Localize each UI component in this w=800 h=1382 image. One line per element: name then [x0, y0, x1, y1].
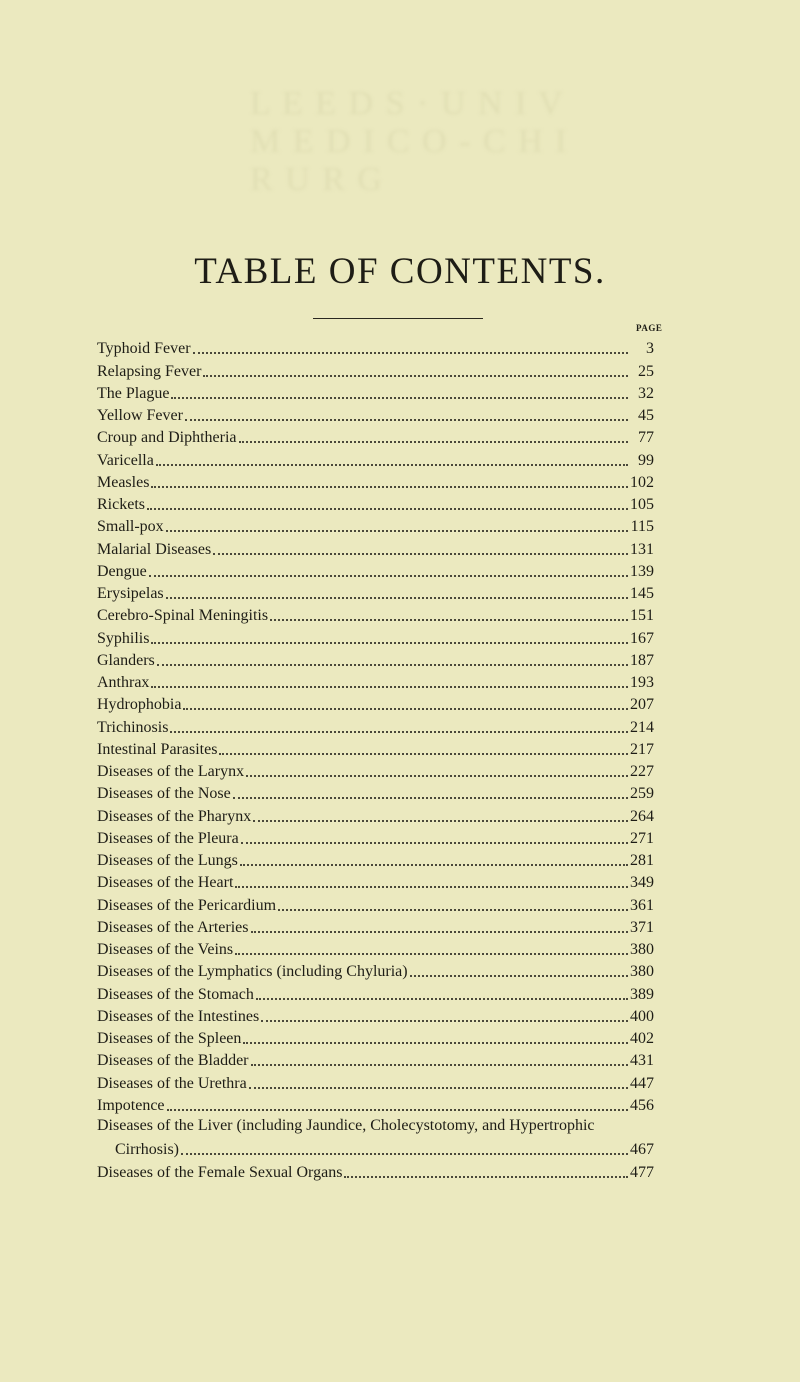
toc-entry-label: Diseases of the Intestines — [97, 1007, 260, 1025]
table-of-contents — [97, 336, 654, 1182]
dot-leader — [156, 463, 628, 466]
toc-entry-page: 227 — [630, 763, 654, 780]
dot-leader — [344, 1175, 628, 1178]
toc-entry-page: 402 — [630, 1030, 654, 1047]
dot-leader — [170, 730, 628, 733]
dot-leader — [157, 663, 628, 666]
toc-entry-label: Diseases of the Pericardium — [97, 896, 277, 914]
toc-entry-page: 217 — [630, 740, 654, 758]
toc-entry-label: Diseases of the Spleen — [97, 1030, 242, 1047]
dot-leader — [410, 974, 628, 977]
toc-entry[interactable] — [97, 648, 654, 670]
toc-entry[interactable] — [97, 425, 654, 447]
dot-leader — [278, 908, 628, 911]
dot-leader — [270, 618, 628, 621]
toc-entry-page: 187 — [630, 651, 654, 669]
toc-entry[interactable] — [97, 381, 654, 403]
dot-leader — [219, 752, 628, 755]
toc-entry-label-line1: Diseases of the Liver (including Jaundice, Cholecystotomy, and Hypertrophic — [97, 1116, 595, 1134]
toc-entry-label: Relapsing Fever — [97, 362, 202, 380]
toc-entry[interactable] — [97, 514, 654, 536]
dot-leader — [243, 1041, 628, 1044]
toc-entry[interactable] — [97, 336, 654, 358]
dot-leader — [256, 997, 628, 1000]
toc-entry-page: 447 — [630, 1074, 654, 1092]
toc-entry-label: Hydrophobia — [97, 696, 182, 714]
dot-leader — [185, 418, 628, 421]
toc-entry[interactable] — [97, 826, 654, 848]
toc-entry[interactable] — [97, 559, 654, 581]
toc-entry[interactable] — [97, 981, 654, 1003]
toc-entry-label: Diseases of the Lymphatics (including Chyluria) — [97, 963, 408, 981]
toc-entry[interactable] — [97, 358, 654, 380]
toc-entry-liver[interactable] — [97, 1115, 654, 1160]
toc-entry-label: Diseases of the Urethra — [97, 1074, 247, 1092]
toc-entry-page: 131 — [630, 540, 654, 558]
toc-entry-page: 456 — [630, 1096, 654, 1114]
toc-entry-page: 105 — [630, 496, 654, 513]
toc-entry-female-sexual-organs[interactable] — [97, 1159, 654, 1181]
toc-entry-label: Diseases of the Bladder — [97, 1052, 249, 1070]
dot-leader — [240, 863, 628, 866]
toc-entry-label: Intestinal Parasites — [97, 740, 218, 758]
dot-leader — [151, 485, 628, 488]
dot-leader — [166, 596, 628, 599]
toc-entry-label: Measles — [97, 473, 150, 491]
toc-entry[interactable] — [97, 937, 654, 959]
dot-leader — [203, 374, 628, 377]
dot-leader — [183, 707, 628, 710]
toc-entry[interactable] — [97, 403, 654, 425]
toc-entry-label: Cerebro-Spinal Meningitis — [97, 607, 269, 625]
toc-entry[interactable] — [97, 1093, 654, 1115]
toc-entry[interactable] — [97, 447, 654, 469]
toc-entry-label: Trichinosis — [97, 718, 169, 736]
toc-entry-label: Diseases of the Nose — [97, 785, 231, 803]
toc-entry-label: Diseases of the Veins — [97, 941, 234, 958]
toc-entry-label-line2: Cirrhosis) — [115, 1141, 179, 1159]
dot-leader — [193, 351, 628, 354]
toc-entry-page: 259 — [630, 785, 654, 803]
toc-entry[interactable] — [97, 848, 654, 870]
toc-entry-page: 400 — [630, 1007, 654, 1025]
toc-entry-label: The Plague — [97, 384, 170, 402]
dot-leader — [151, 685, 628, 688]
dot-leader — [233, 796, 628, 799]
toc-entry-page: 102 — [630, 473, 654, 491]
toc-entry-label: Erysipelas — [97, 585, 164, 602]
toc-entry-label: Yellow Fever — [97, 407, 183, 424]
toc-entry-page: 349 — [630, 874, 654, 892]
toc-entry[interactable] — [97, 670, 654, 692]
toc-entry-page: 361 — [630, 896, 654, 914]
toc-entry[interactable] — [97, 1048, 654, 1070]
toc-entry[interactable] — [97, 1004, 654, 1026]
toc-entry[interactable] — [97, 915, 654, 937]
toc-entry-page: 214 — [630, 718, 654, 736]
toc-entry-page: 32 — [638, 384, 654, 402]
toc-entry-label: Diseases of the Larynx — [97, 763, 245, 780]
dot-leader — [171, 396, 628, 399]
toc-entry-label: Impotence — [97, 1096, 165, 1114]
toc-entry-label: Typhoid Fever — [97, 340, 191, 358]
toc-entry[interactable] — [97, 581, 654, 603]
toc-entry-page: 264 — [630, 807, 654, 825]
toc-entry-label: Malarial Diseases — [97, 540, 212, 558]
toc-entry-page: 3 — [646, 340, 654, 358]
toc-entry[interactable] — [97, 892, 654, 914]
dot-leader — [166, 529, 628, 532]
toc-entry-label: Diseases of the Stomach — [97, 985, 254, 1003]
dot-leader — [251, 1063, 628, 1066]
dot-leader — [253, 819, 628, 822]
toc-entry[interactable] — [97, 714, 654, 736]
toc-entry-page: 167 — [630, 629, 654, 647]
toc-entry-page: 115 — [630, 518, 654, 536]
toc-entry-page: 25 — [638, 362, 654, 380]
toc-entry-page: 281 — [630, 852, 654, 869]
toc-entry[interactable] — [97, 803, 654, 825]
toc-entry[interactable] — [97, 1070, 654, 1092]
dot-leader — [151, 641, 628, 644]
page-column-heading: PAGE — [636, 323, 663, 333]
toc-entry-label: Diseases of the Heart — [97, 874, 234, 892]
toc-entry[interactable] — [97, 492, 654, 514]
dot-leader — [239, 440, 628, 443]
toc-entry-label: Small-pox — [97, 518, 164, 536]
toc-entry-page: 45 — [638, 407, 654, 424]
toc-entry-label: Croup and Diphtheria — [97, 429, 237, 447]
show-through-text: L E E D S · U N I V M E D I C O - C H I R U R G — [250, 85, 569, 198]
toc-entry-page: 477 — [630, 1163, 654, 1181]
dot-leader — [147, 507, 628, 510]
toc-entry-label: Glanders — [97, 651, 155, 669]
dot-leader — [249, 1086, 628, 1089]
toc-entry-label: Dengue — [97, 562, 147, 580]
toc-entry-label: Anthrax — [97, 674, 150, 691]
toc-entry-label: Diseases of the Pleura — [97, 829, 239, 847]
toc-entry[interactable] — [97, 536, 654, 558]
toc-entry-page: 380 — [630, 941, 654, 958]
dot-leader — [241, 841, 628, 844]
toc-entry-label: Diseases of the Pharynx — [97, 807, 252, 825]
toc-entry[interactable] — [97, 737, 654, 759]
dot-leader — [181, 1152, 628, 1155]
dot-leader — [235, 885, 628, 888]
dot-leader — [235, 952, 628, 955]
dot-leader — [251, 930, 628, 933]
toc-entry-page: 99 — [638, 451, 654, 469]
toc-entry[interactable] — [97, 625, 654, 647]
toc-entry-page: 151 — [630, 607, 654, 625]
toc-entry-label: Diseases of the Arteries — [97, 918, 249, 936]
toc-entry-page: 145 — [630, 585, 654, 602]
toc-entry[interactable] — [97, 781, 654, 803]
title-rule — [313, 318, 483, 319]
toc-entry-page: 431 — [630, 1052, 654, 1070]
toc-entry[interactable] — [97, 759, 654, 781]
toc-entry[interactable] — [97, 870, 654, 892]
toc-entry-page: 389 — [630, 985, 654, 1003]
toc-entry-label: Varicella — [97, 451, 154, 469]
dot-leader — [246, 774, 628, 777]
toc-entry[interactable] — [97, 1026, 654, 1048]
toc-entry-page: 207 — [630, 696, 654, 714]
dot-leader — [261, 1019, 628, 1022]
toc-entry-label: Rickets — [97, 496, 145, 513]
toc-entry-label: Diseases of the Female Sexual Organs — [97, 1163, 343, 1181]
toc-entry[interactable] — [97, 692, 654, 714]
toc-entry-page: 77 — [638, 429, 654, 447]
toc-entry[interactable] — [97, 959, 654, 981]
toc-entry[interactable] — [97, 603, 654, 625]
dot-leader — [149, 574, 628, 577]
toc-entry-label: Syphilis — [97, 629, 150, 647]
toc-entry-page: 380 — [630, 963, 654, 981]
toc-entry-label: Diseases of the Lungs — [97, 852, 238, 869]
toc-entry-page: 271 — [630, 829, 654, 847]
toc-entry-page: 193 — [630, 674, 654, 691]
toc-entry-page: 371 — [630, 918, 654, 936]
toc-entry[interactable] — [97, 470, 654, 492]
page-title: TABLE OF CONTENTS. — [194, 251, 606, 292]
toc-entry-page: 467 — [630, 1141, 654, 1159]
dot-leader — [213, 552, 628, 555]
dot-leader — [167, 1108, 628, 1111]
toc-entry-page: 139 — [630, 562, 654, 580]
